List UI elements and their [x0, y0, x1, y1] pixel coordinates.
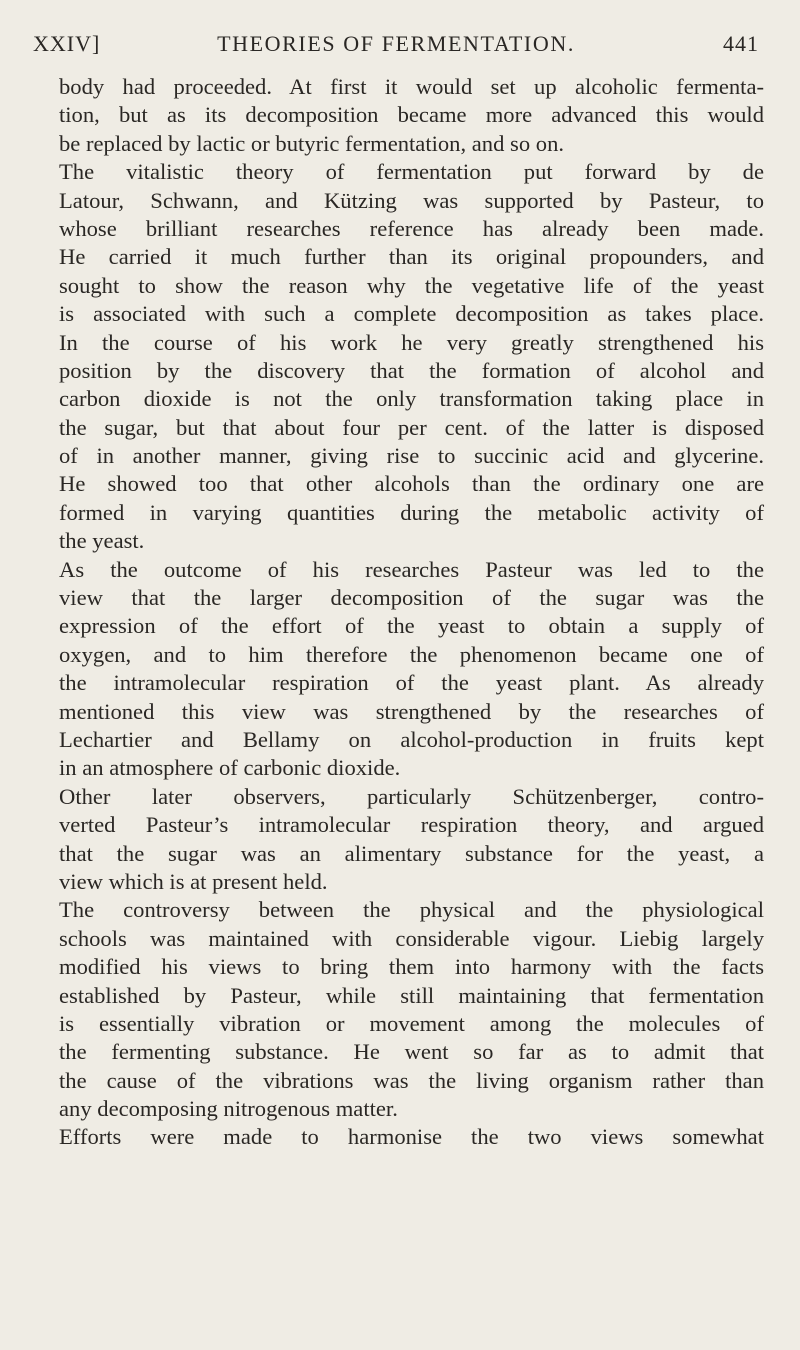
text-line: As the outcome of his researches Pasteur was led to the: [59, 556, 764, 582]
text-line: The controversy between the physical and the physiological: [59, 897, 764, 923]
text-line: the sugar, but that about four per cent. of the latter is disposed: [59, 414, 764, 440]
running-head: [33, 31, 759, 65]
text-line: He carried it much further than its original propounders, and: [59, 244, 764, 270]
text-line: of in another manner, giving rise to succinic acid and glycerine.: [59, 443, 764, 469]
text-line: in an atmosphere of carbonic dioxide.: [59, 755, 401, 781]
page-number: 441: [723, 31, 759, 56]
chapter-number: XXIV]: [33, 31, 101, 56]
text-line: In the course of his work he very greatly strengthened his: [59, 329, 764, 355]
text-line: modified his views to bring them into harmony with the facts: [59, 954, 764, 980]
text-line: The vitalistic theory of fermentation put forward by de: [59, 159, 764, 185]
text-line: position by the discovery that the formation of alcohol and: [59, 357, 764, 383]
text-line: verted Pasteur’s intramolecular respiration theory, and argued: [59, 812, 764, 838]
text-line: formed in varying quantities during the metabolic activity of: [59, 499, 764, 525]
text-line: expression of the effort of the yeast to obtain a supply of: [59, 613, 764, 639]
running-title: THEORIES OF FERMENTATION.: [217, 31, 575, 56]
text-line: mentioned this view was strengthened by the researches of: [59, 698, 764, 724]
text-line: tion, but as its decomposition became more advanced this would: [59, 102, 764, 128]
text-line: whose brilliant researches reference has already been made.: [59, 215, 764, 241]
text-line: oxygen, and to him therefore the phenomenon became one of: [59, 641, 764, 667]
text-line: any decomposing nitrogenous matter.: [59, 1096, 398, 1122]
text-line: Efforts were made to harmonise the two views somewhat: [59, 1124, 764, 1150]
text-line: schools was maintained with considerable vigour. Liebig largely: [59, 925, 764, 951]
text-line: body had proceeded. At first it would set up alcoholic fermenta-: [59, 74, 764, 99]
text-line: view which is at present held.: [59, 868, 328, 894]
text-line: established by Pasteur, while still maintaining that fermentation: [59, 982, 764, 1008]
text-line: that the sugar was an alimentary substance for the yeast, a: [59, 840, 764, 866]
text-line: the yeast.: [59, 528, 145, 554]
text-line: sought to show the reason why the vegetative life of the yeast: [59, 272, 764, 298]
text-line: Lechartier and Bellamy on alcohol-production in fruits kept: [59, 726, 764, 752]
text-line: carbon dioxide is not the only transformation taking place in: [59, 386, 764, 412]
text-line: Other later observers, particularly Schützenberger, contro-: [59, 783, 764, 809]
text-line: view that the larger decomposition of the sugar was the: [59, 585, 764, 611]
body-text: [59, 73, 764, 1152]
text-line: is essentially vibration or movement among the molecules of: [59, 1010, 764, 1036]
text-line: the cause of the vibrations was the living organism rather than: [59, 1067, 764, 1093]
text-line: the intramolecular respiration of the yeast plant. As already: [59, 670, 764, 696]
text-line: He showed too that other alcohols than the ordinary one are: [59, 471, 764, 497]
text-line: is associated with such a complete decomposition as takes place.: [59, 301, 764, 327]
text-line: be replaced by lactic or butyric fermentation, and so on.: [59, 130, 565, 156]
text-line: Latour, Schwann, and Kützing was supported by Pasteur, to: [59, 187, 764, 213]
text-line: the fermenting substance. He went so far as to admit that: [59, 1039, 764, 1065]
